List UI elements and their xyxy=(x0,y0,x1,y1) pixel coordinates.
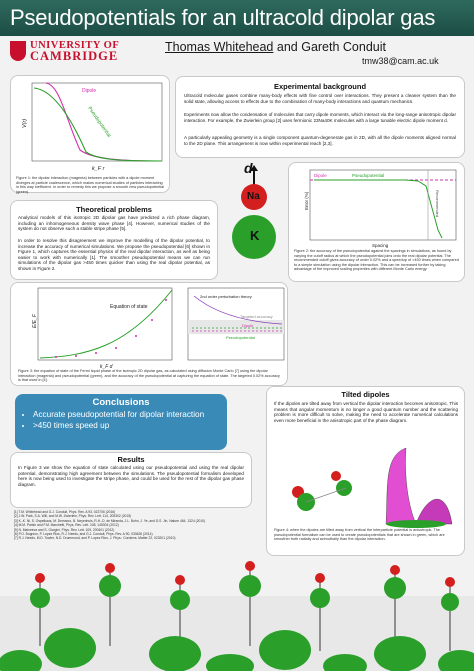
conclusions-panel xyxy=(15,394,227,450)
fig1-ylabel: V(r) xyxy=(22,118,28,128)
fig2-ylabel: Error (%) xyxy=(304,191,309,210)
potassium-label: K xyxy=(250,228,260,243)
reference-2: [2] J.W. Park, S.A. Will, and M.W. Zwierlein, Phys. Rev. Lett. 114, 205302 (2015) xyxy=(14,514,132,519)
fig1-xlabel: k_F r xyxy=(92,166,105,172)
reference-4: [4] M.M. Parish and F.M. Marchetti, Phys. Rev. Lett. 108, 145304 (2012) xyxy=(14,523,119,528)
bottom-molecules-decoration xyxy=(0,556,474,671)
figure3-plot xyxy=(26,286,176,370)
conclusion-item-accuracy: • Accurate pseudopotential for dipolar interaction xyxy=(33,409,204,420)
author-1: Thomas Whitehead xyxy=(165,40,274,54)
university-line2: CAMBRIDGE xyxy=(30,49,119,63)
experimental-p2: Experiments now allow the condensation of molecules that carry dipole moments, which interact via the long-range anisotropic dipolar interaction. For example, the Zwierlein group [2] uses fermionic 23Na40K molecules with a large tunable electric dipole moment d. xyxy=(184,112,456,123)
fig2-xlabel: Spacing xyxy=(372,243,389,248)
tilted-diagram xyxy=(276,446,456,526)
reference-7: [7] R.J. Needs, M.D. Towler, N.D. Drummond, and P. Lopez Rios, J. Phys.: Condens. Matter 22, 023201 (2010) xyxy=(14,536,176,541)
fig2-dipole-label: Dipole xyxy=(314,173,327,178)
fig4-pseudo-label: Pseudopotential xyxy=(226,335,255,340)
fig1-pseudo-label: Pseudopotential xyxy=(86,105,112,139)
figure4-caption: Figure 4: when the dipoles are tilted away from vertical the interparticle potential is anisotropic. The pseudopotential formalism can be used to create pseudopotentials that are shown in green, which are smoother both radially and azimuthally than the dipolar interaction. xyxy=(274,528,445,542)
fig4-target-band xyxy=(188,320,284,334)
reference-1: [1] T.M. Whitehead and G.J. Conduit, Phys. Rev. A 93, 022706 (2016) xyxy=(14,510,116,514)
fig3-eos-label: Equation of state xyxy=(110,304,148,310)
tilted-body: If the dipoles are tilted away from vertical the dipolar interaction becomes anisotropic. This means that angular momentum is no longer a good quantum number and the scattering problem is more difficult to solve, making the need to accelerate numerical calculations even more beneficial in the anisotropic part of the phase diagram. xyxy=(274,401,458,423)
fig3-xlabel: k_F d xyxy=(100,364,113,370)
dipole-moment-label: d xyxy=(244,160,253,176)
sodium-label: Na xyxy=(247,191,260,202)
conclusion-item-speedup: • >450 times speed up xyxy=(33,420,204,431)
figure1-caption: Figure 1: the dipolar interaction (magenta) between particles with a dipole moment diverges at particle coalescence, which makes numerical studies of particles interacting in this way inefficient. In order to remedy this we propose a smooth new pseudopotential (green). xyxy=(16,176,165,194)
references-list xyxy=(14,510,254,541)
theoretical-p2: In order to resolve this disagreement we improve the modelling of the dipolar potential, to increase the accuracy of numerical simulations. We propose the pseudopotential [6] shown in Figure 1, which captures the essential physics of the real dipolar interaction, as well as being easier to work with numerically [1]. The smoother pseudopotential means we can run simulations of the dipolar gas >450 times quicker than using the real dipolar potential, as shown in Figure 2. xyxy=(18,238,210,271)
authors xyxy=(165,40,386,54)
university-line1: UNIVERSITY OF xyxy=(30,40,120,51)
tilted-heading: Tilted dipoles xyxy=(341,390,390,399)
reference-3: [3] K.-K. Ni, S. Ospelkaus, M. Demarco, B. Neyenhuis, R.H.-D. de Miranda, J.L. Bohn, J. Ye, and D.S. Jin, Nature 464, 1324 (2010) xyxy=(14,518,206,523)
reference-6: [6] P.O. Bugnion, P. Lopez Rios, R.J. Needs, and G.J. Conduit, Phys. Rev. A 90, 033626 (2014) xyxy=(14,532,153,537)
molecule-diagram xyxy=(226,165,281,275)
fig1-dipole-label: Dipole xyxy=(82,88,97,94)
figure4-plot xyxy=(186,286,286,368)
fig2-pseudo-label: Pseudopotential xyxy=(352,173,385,178)
fig4-perturb-label: 2nd order perturbation theory xyxy=(200,294,252,299)
authors-and: and xyxy=(276,40,298,54)
theoretical-heading: Theoretical problems xyxy=(76,205,152,214)
conclusions-list xyxy=(21,409,204,431)
figure1-plot xyxy=(20,80,166,172)
experimental-heading: Experimental background xyxy=(273,82,367,91)
figure2-caption: Figure 2: the accuracy of the pseudopotential against the spacings in simulations, as found by varying the cutoff radius at which the pseudopotential joins onto the real dipolar potential. The recommended cutoff gives accuracy of order 0.02% and a speedup of >450 times when compared to a simple simulation using the dipolar interaction. This can be increased further by taking advantage of the improved scaling properties with different Monte Carlo energy. xyxy=(294,249,459,272)
contact-email[interactable]: tmw38@cam.ac.uk xyxy=(362,56,439,66)
figure3-caption: Figure 3: the equation of state of the Fermi liquid phase of the isotropic 2D dipolar gas, as calculated using diffusion Monte Carlo [7] using the dipolar interaction (magenta) and pseudopotential (green), and the accuracy of the pseudopotential at capturing the equation of state. The targeted 0.02% accuracy is that used in [4]. xyxy=(18,369,280,383)
experimental-p3: A particularly appealing geometry is a single component quantum-degenerate gas in 2D, with all the dipole moments aligned normal to the 2D plane. This arrangement is now within experimental reach [2,3]. xyxy=(184,135,456,146)
results-body: In Figure 3 we show the equation of state calculated using our pseudopotential and using the real dipolar potential, demonstrating high agreement between the simulations. The pseudopotential formalism developed here is now being used to investigate the stripe phase, and could be used for the rest of the dipolar gas phase diagram. xyxy=(18,465,244,487)
author-2: Gareth Conduit xyxy=(301,40,386,54)
figure2-plot xyxy=(300,168,460,248)
university-logo xyxy=(30,40,119,62)
fig3-ylabel: E/E_F xyxy=(32,314,38,328)
reference-5: [5] N. Matveeva and S. Giorgini, Phys. Rev. Lett. 109, 200401 (2012) xyxy=(14,527,115,532)
experimental-p1: Ultracold molecular gases combine many-body effects with fine control over interactions. They present a cleaner system than the solid state, allowing access to effects due to the combination of many-body interactions and quantum mechanics. xyxy=(184,93,456,104)
fig4-target-label: Targeted accuracy xyxy=(240,314,273,319)
fig2-recommended-label: Recommended xyxy=(435,190,440,218)
conclusions-heading: Conclusions xyxy=(92,397,150,408)
poster-title: Pseudopotentials for an ultracold dipolar gas xyxy=(10,5,436,30)
results-heading: Results xyxy=(117,455,145,464)
fig4-dipole-label: Dipole xyxy=(242,323,254,328)
cambridge-crest-icon xyxy=(10,41,26,61)
theoretical-p1: Analytical models of this isotropic 2D dipolar gas have predicted a rich phase diagram, including an inhomogeneous density wave phase [4]. However, numerical studies of the system do not observe such a stable stripe phase [5]. xyxy=(18,215,210,232)
